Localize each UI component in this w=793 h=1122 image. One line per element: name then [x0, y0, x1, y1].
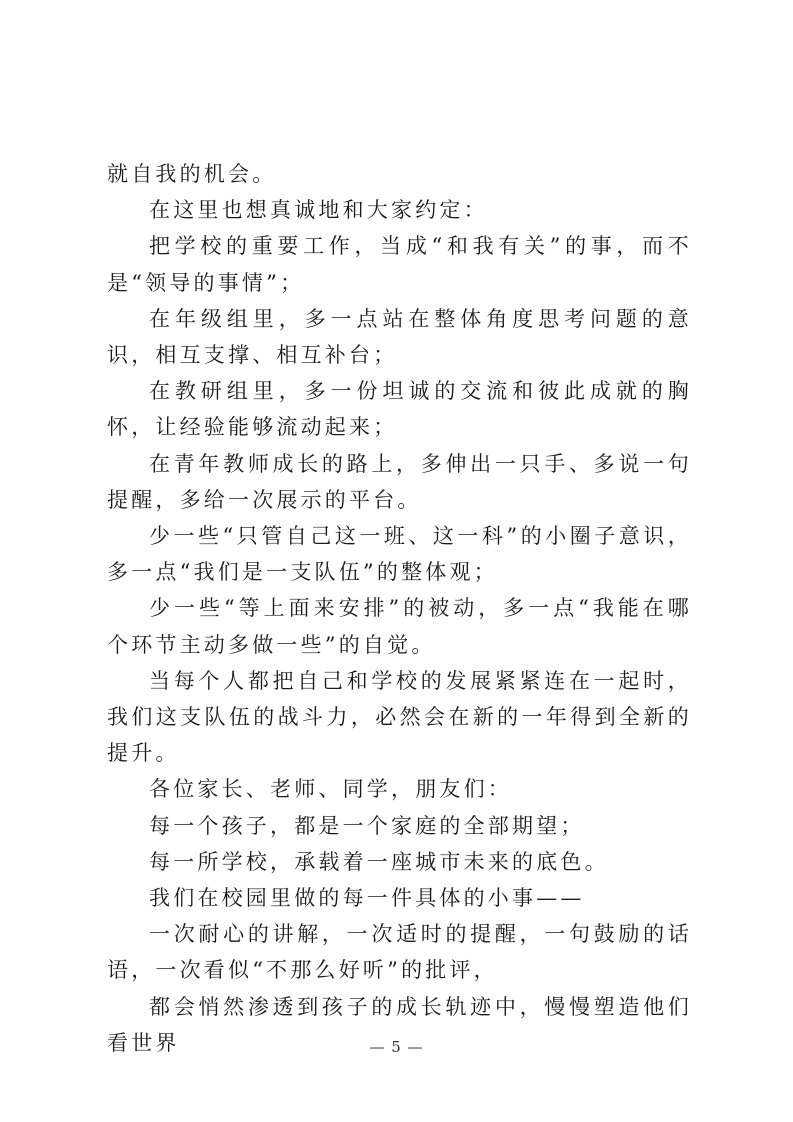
paragraph: 当每个人都把自己和学校的发展紧紧连在一起时，我们这支队伍的战斗力，必然会在新的一年得到全新的提升。	[107, 668, 692, 766]
document-body	[107, 156, 692, 1061]
paragraph: 在这里也想真诚地和大家约定：	[149, 198, 488, 223]
paragraph: 把学校的重要工作，当成“和我有关”的事，而不是“领导的事情”；	[107, 234, 692, 295]
paragraph: 在年级组里，多一点站在整体角度思考问题的意识，相互支撑、相互补台；	[107, 306, 692, 368]
paragraph: 各位家长、老师、同学，朋友们：	[149, 777, 512, 802]
paragraph: 在青年教师成长的路上，多伸出一只手、多说一句提醒，多给一次展示的平台。	[107, 451, 692, 512]
paragraph: 在教研组里，多一份坦诚的交流和彼此成就的胸怀，让经验能够流动起来；	[107, 379, 692, 440]
paragraph: 每一个孩子，都是一个家庭的全部期望；	[149, 813, 585, 838]
paragraph: 每一所学校，承载着一座城市未来的底色。	[149, 849, 609, 874]
paragraph: 我们在校园里做的每一件具体的小事——	[149, 886, 585, 911]
paragraph: 都会悄然渗透到孩子的成长轨迹中，慢慢塑造他们看世界	[107, 994, 692, 1055]
paragraph: 就自我的机会。	[107, 162, 277, 186]
paragraph: 少一些“只管自己这一班、这一科”的小圈子意识，多一点“我们是一支队伍”的整体观；	[107, 524, 692, 585]
paragraph: 一次耐心的讲解，一次适时的提醒，一句鼓励的话语，一次看似“不那么好听”的批评，	[107, 922, 692, 983]
paragraph: 少一些“等上面来安排”的被动，多一点“我能在哪个环节主动多做一些”的自觉。	[107, 596, 692, 657]
page-number: — 5 —	[369, 1038, 424, 1056]
